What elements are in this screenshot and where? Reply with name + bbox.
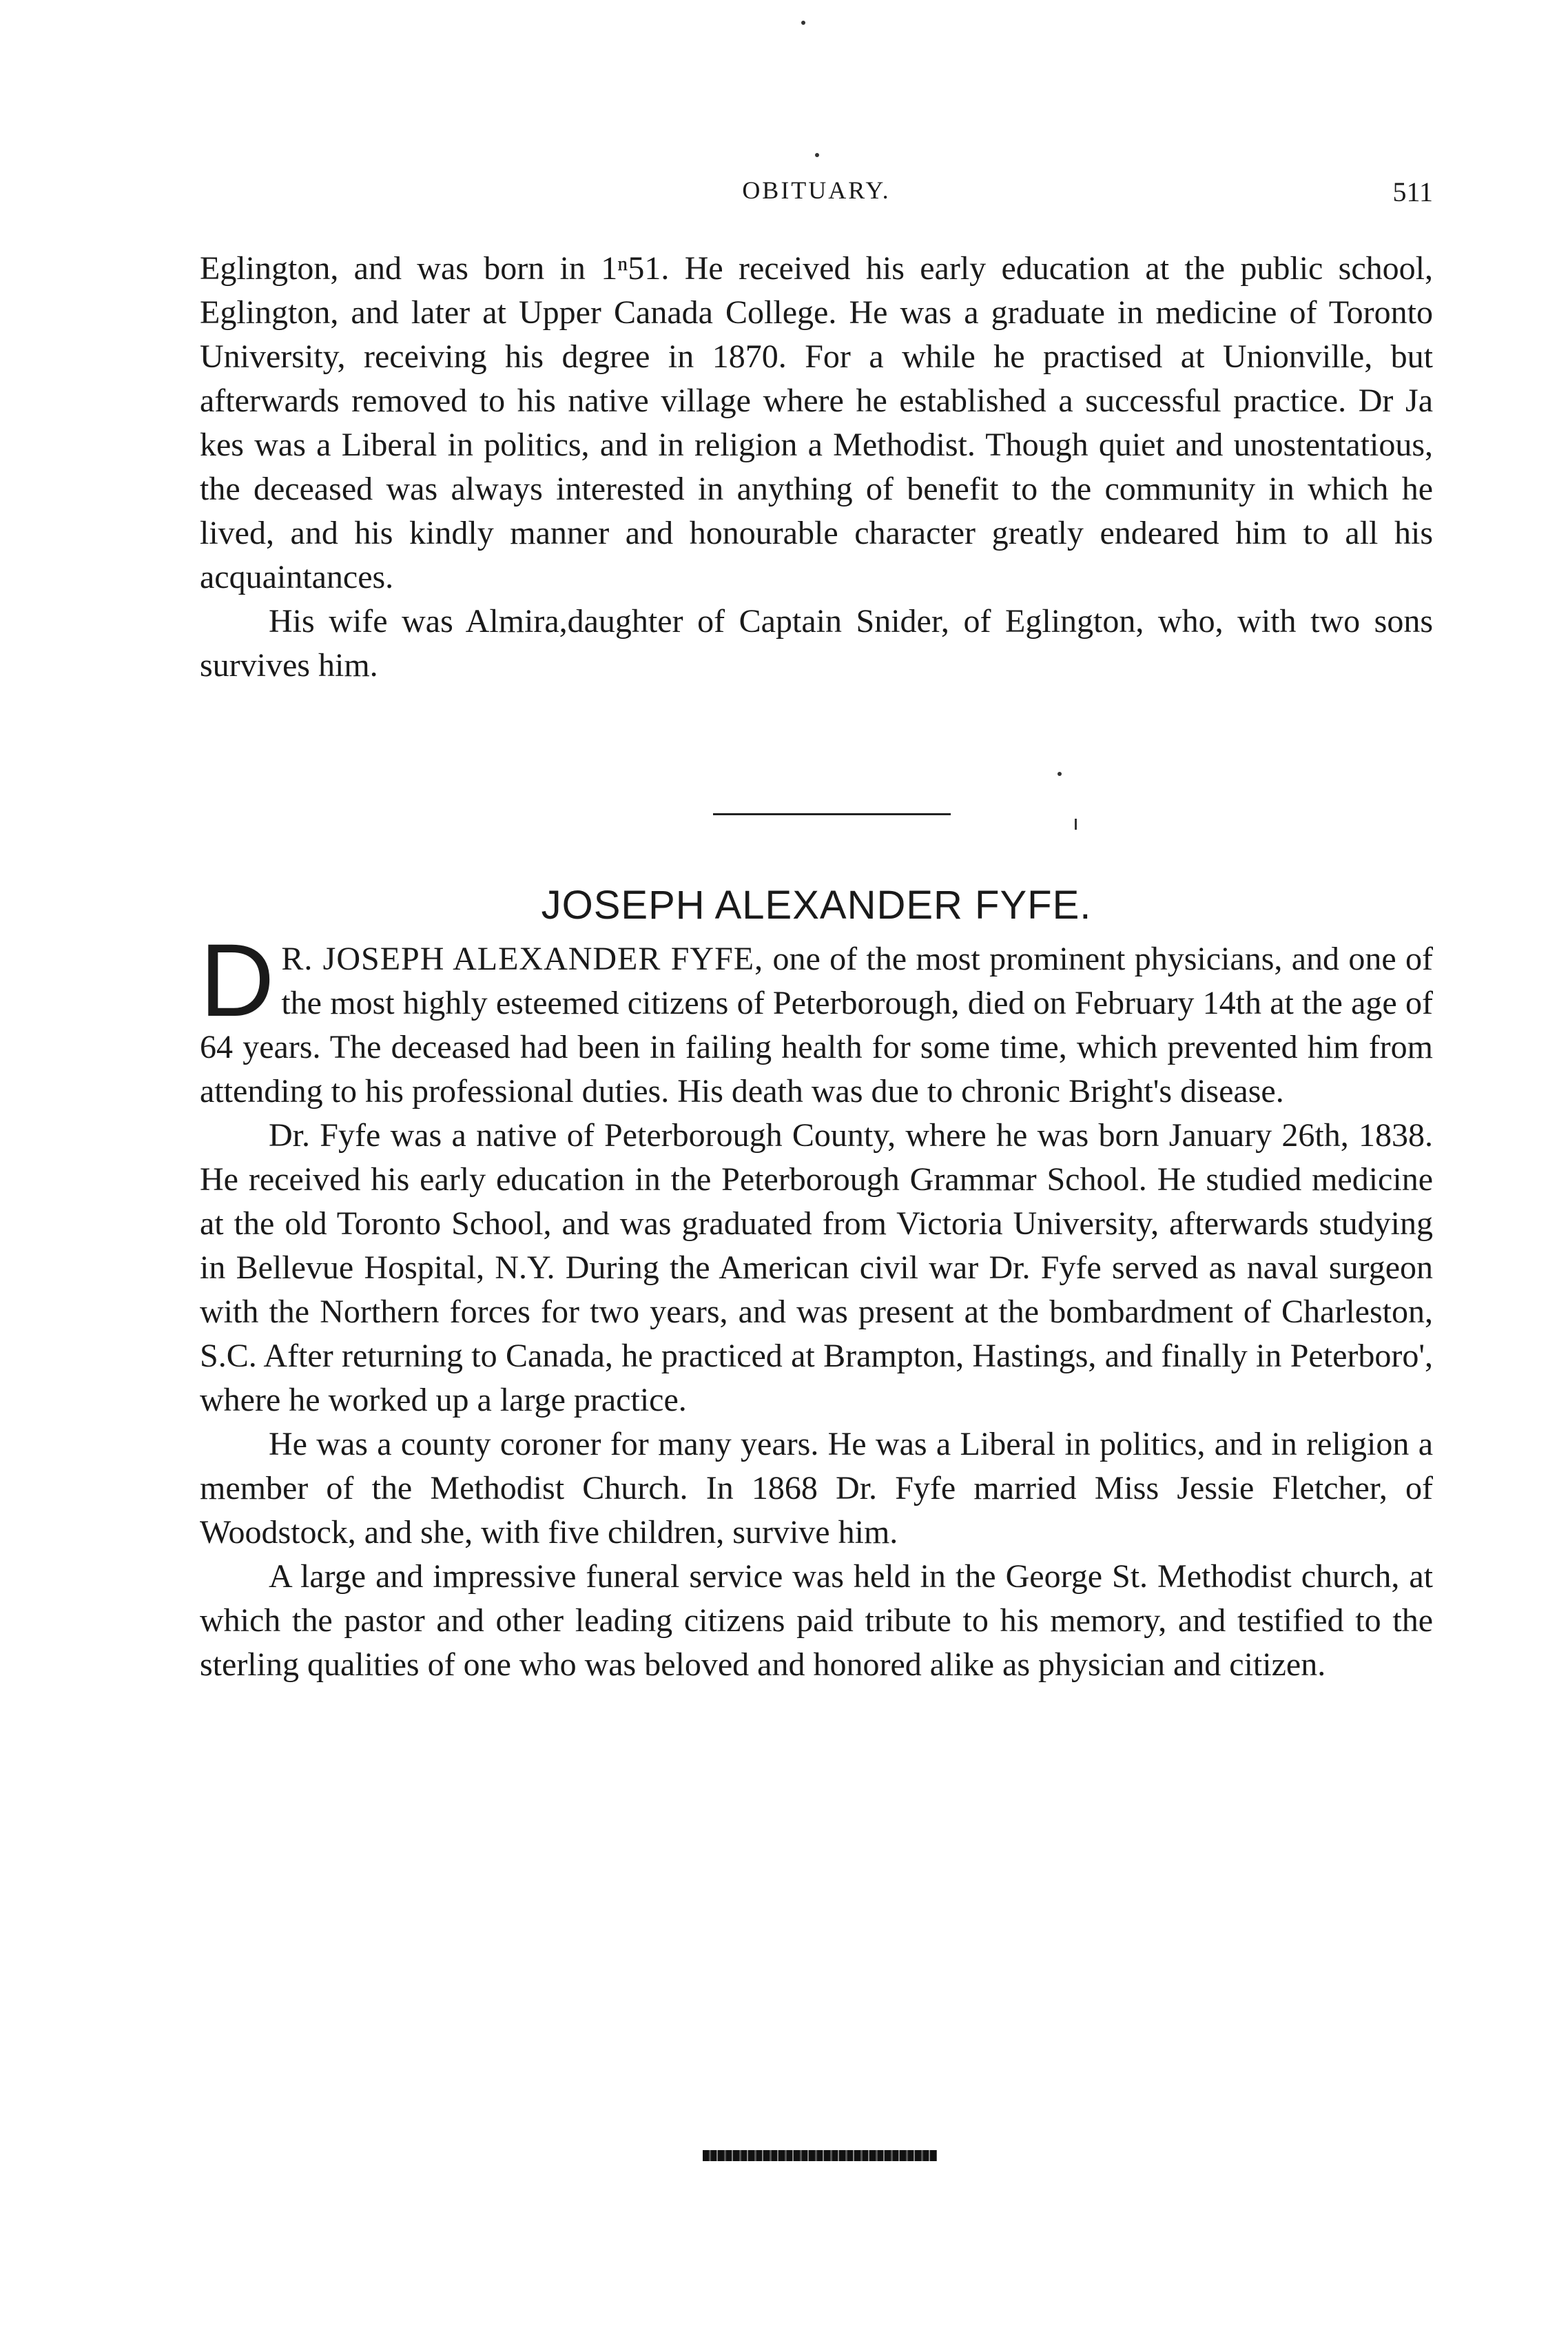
running-head: OBITUARY. xyxy=(742,176,891,204)
tail-ornament xyxy=(703,2150,937,2161)
speck xyxy=(801,21,805,25)
continuation-paragraph: His wife was Almira,daughter of Captain Snider, of Eglington, who, with two sons survives him. xyxy=(200,603,1433,684)
speck xyxy=(815,153,819,157)
opening-words: R. JOSEPH ALEXANDER FYFE, xyxy=(281,941,764,977)
obituary-paragraph xyxy=(200,922,1433,1114)
speck xyxy=(1058,772,1062,776)
drop-cap: D xyxy=(200,922,275,1038)
opening-text: one of the most prominent physicians, and one of the most highly esteemed citizens of Peterborough, died on February 14th at the age of 64 years. The deceased had been in failing health for some time, which prevented him from attending to his professional duties. His death was due to chronic Bright's disease. xyxy=(200,941,1433,1110)
obituary-paragraph: Dr. Fyfe was a native of Peterborough County, where he was born January 26th, 1838. He received his early education in the Peterborough Grammar School. He studied medicine at the old Toronto School, and was graduated from Victoria University, afterwards studying in Bellevue Hospital, N.Y. During the American civil war Dr. Fyfe served as naval surgeon with the Northern forces for two years, and was present at the bombardment of Charleston, S.C. After returning to Canada, he practiced at Brampton, Hastings, and finally in Peterboro', where he worked up a large practice. xyxy=(200,1117,1433,1418)
continuation-text xyxy=(200,247,1433,688)
page-number: 511 xyxy=(1392,176,1433,207)
obituary-body xyxy=(200,922,1433,1687)
speck xyxy=(1075,819,1077,830)
obituary-paragraph: A large and impressive funeral service was held in the George St. Methodist church, at which the pastor and other leading citizens paid tribute to his memory, and testified to the sterling qualities of one who was beloved and honored alike as physician and citizen. xyxy=(200,1558,1433,1683)
obituary-title: JOSEPH ALEXANDER FYFE. xyxy=(541,883,1092,928)
continuation-paragraph: Eglington, and was born in 1ⁿ51. He received his early education at the public school, Eglington, and later at Upper Canada College. He was a graduate in medicine of Toronto University, receiving his degree in 1870. For a while he practised at Unionville, but afterwards removed to his native village where he established a successful practice. Dr Ja kes was a Liberal in politics, and in religion a Methodist. Though quiet and unostentatious, the deceased was always interested in anything of benefit to the community in which he lived, and his kindly manner and honourable character greatly endeared him to all his acquaintances. xyxy=(200,250,1433,595)
obituary-paragraph: He was a county coroner for many years. He was a Liberal in politics, and in religion a member of the Methodist Church. In 1868 Dr. Fyfe married Miss Jessie Fletcher, of Woodstock, and she, with five children, survive him. xyxy=(200,1426,1433,1551)
page-header xyxy=(200,176,1433,217)
section-divider xyxy=(713,813,951,815)
